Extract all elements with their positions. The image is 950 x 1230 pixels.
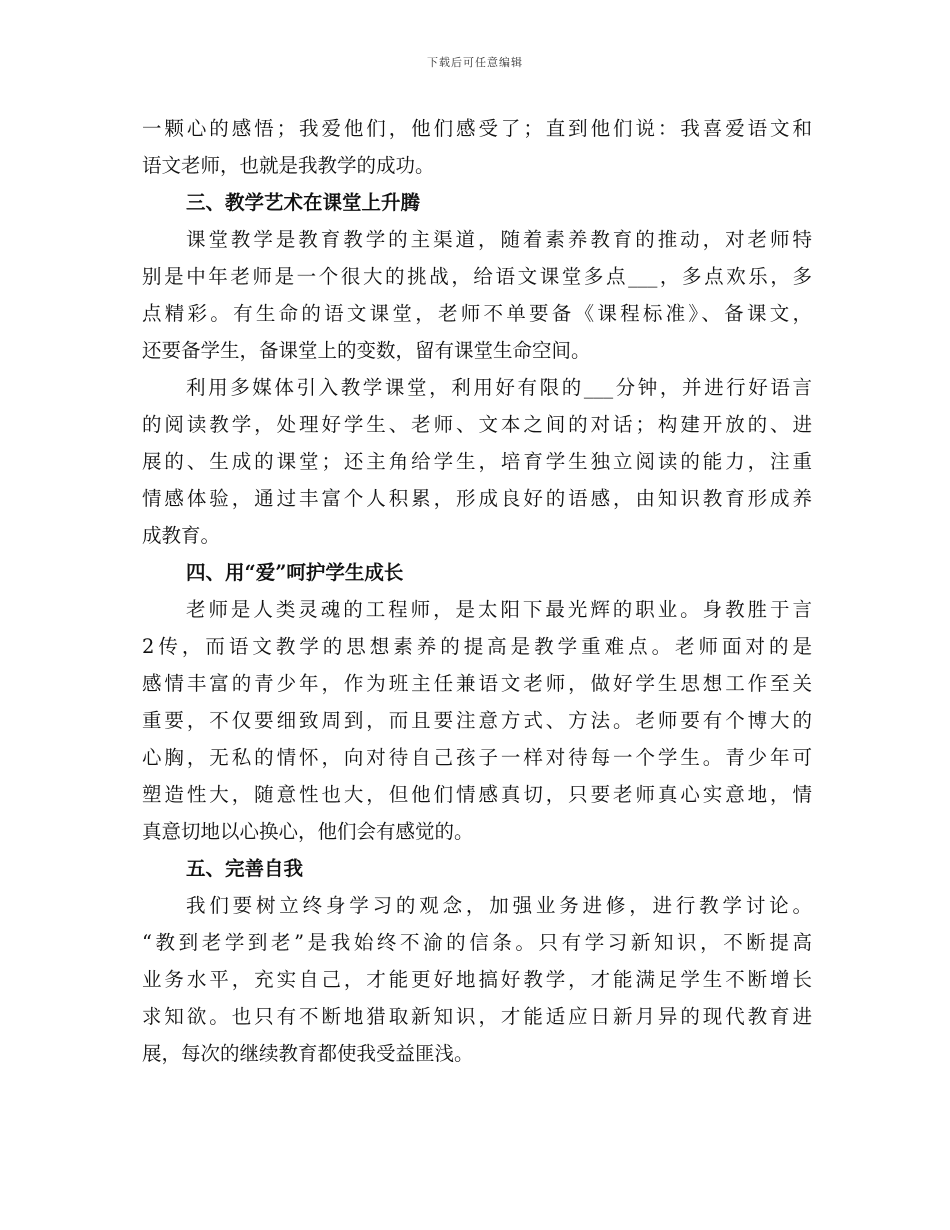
text-line: 老师是人类灵魂的工程师，是太阳下最光辉的职业。身教胜于言 [186,598,812,621]
text-line: 的阅读教学，处理好学生、老师、文本之间的对话；构建开放的、进 [142,413,812,436]
text-line: 情感体验，通过丰富个人积累，形成良好的语感，由知识教育形成养 [142,487,812,510]
text-line: 别是中年老师是一个很大的挑战，给语文课堂多点___，多点欢乐，多 [142,265,812,288]
text-line: 感情丰富的青少年，作为班主任兼语文老师，做好学生思想工作至关 [142,672,812,695]
text-line: 塑造性大，随意性也大，但他们情感真切，只要老师真心实意地，情 [142,783,812,806]
text-line: 我们要树立终身学习的观念，加强业务进修，进行教学讨论。 [186,894,812,917]
section-heading: 三、教学艺术在课堂上升腾 [186,191,421,214]
text-line: 展，每次的继续教育都使我受益匪浅。 [142,1042,474,1065]
text-line: 还要备学生，备课堂上的变数，留有课堂生命空间。 [142,339,591,362]
section-heading: 四、用“爱”呵护学生成长 [186,561,404,584]
text-line: 2传，而语文教学的思想素养的提高是教学重难点。老师面对的是 [142,635,812,658]
text-line: 业务水平，充实自己，才能更好地搞好教学，才能满足学生不断增长 [142,968,812,991]
text-line: 求知欲。也只有不断地猎取新知识，才能适应日新月异的现代教育进 [142,1005,812,1028]
text-line: 真意切地以心换心，他们会有感觉的。 [142,820,474,843]
section-heading: 五、完善自我 [186,857,304,880]
text-line: 点精彩。有生命的语文课堂，老师不单要备《课程标准》、备课文， [142,302,812,325]
text-line: 成教育。 [142,524,221,547]
text-line: 一颗心的感悟；我爱他们，他们感受了；直到他们说：我喜爱语文和 [142,117,812,140]
document-body [142,110,812,1072]
text-line: 利用多媒体引入教学课堂，利用好有限的___分钟，并进行好语言 [186,376,812,399]
text-line: 展的、生成的课堂；还主角给学生，培育学生独立阅读的能力，注重 [142,450,812,473]
text-line: 心胸，无私的情怀，向对待自己孩子一样对待每一个学生。青少年可 [142,746,812,769]
text-line: “教到老学到老”是我始终不渝的信条。只有学习新知识，不断提高 [142,931,812,954]
text-line: 语文老师，也就是我教学的成功。 [142,154,435,177]
text-line: 课堂教学是教育教学的主渠道，随着素养教育的推动，对老师特 [186,228,812,251]
page-header: 下载后可任意编辑 [427,56,523,69]
text-line: 重要，不仅要细致周到，而且要注意方式、方法。老师要有个博大的 [142,709,812,732]
